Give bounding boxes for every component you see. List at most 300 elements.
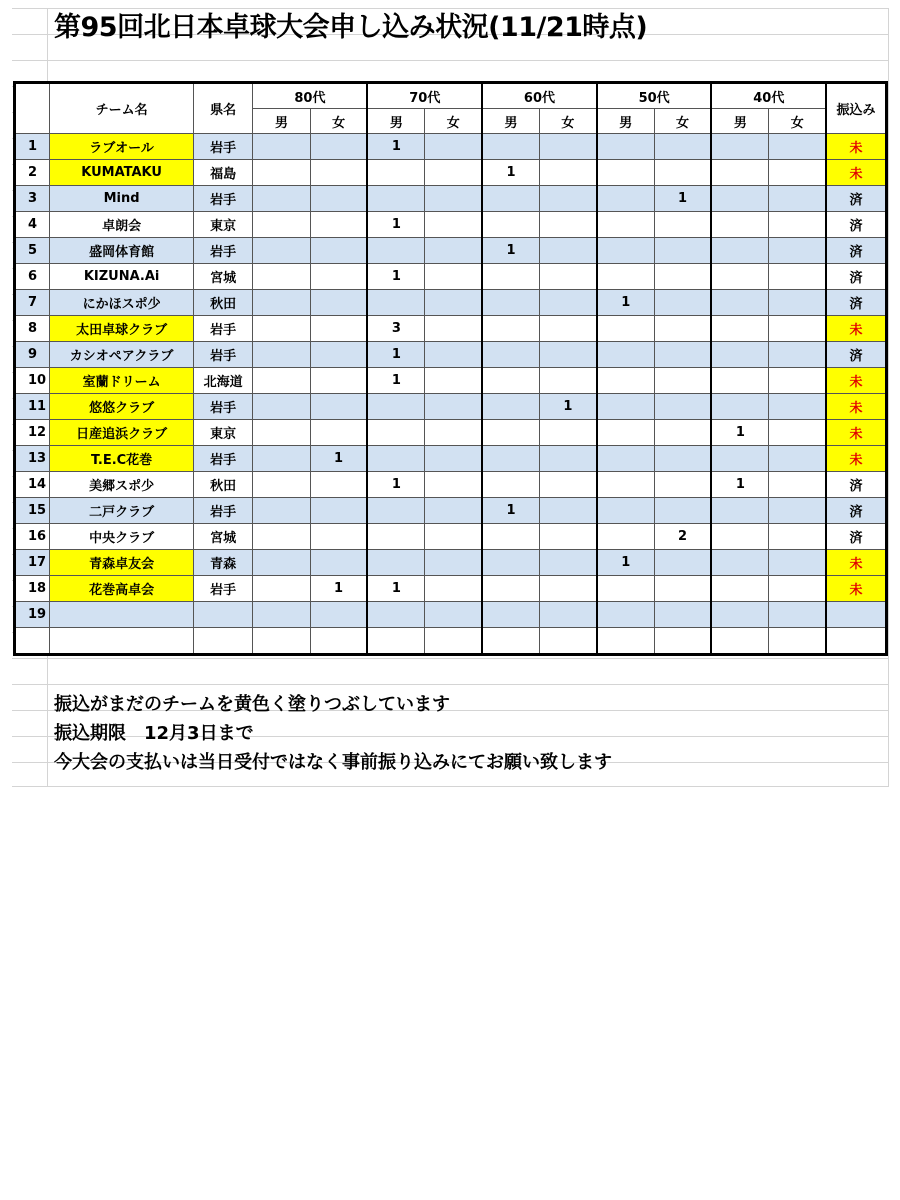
entry-count: 1 xyxy=(654,186,711,212)
entry-count xyxy=(769,628,826,655)
entry-count xyxy=(310,316,367,342)
entry-count xyxy=(310,368,367,394)
entry-count xyxy=(310,602,367,628)
entry-count xyxy=(482,186,539,212)
team-name: 青森卓友会 xyxy=(50,550,194,576)
entry-count: 3 xyxy=(367,316,424,342)
header-male: 男 xyxy=(711,109,768,134)
team-name: 室蘭ドリーム xyxy=(50,368,194,394)
team-name: 卓朗会 xyxy=(50,212,194,238)
entry-count xyxy=(654,264,711,290)
prefecture: 岩手 xyxy=(194,316,253,342)
row-number: 18 xyxy=(15,576,50,602)
header-age-60: 60代 xyxy=(482,83,597,109)
header-male: 男 xyxy=(597,109,654,134)
table-row xyxy=(15,602,887,628)
entry-count: 1 xyxy=(539,394,596,420)
entry-count xyxy=(539,446,596,472)
entry-count xyxy=(769,420,826,446)
entry-count xyxy=(769,342,826,368)
row-number: 12 xyxy=(15,420,50,446)
entry-count xyxy=(367,394,424,420)
entry-count xyxy=(711,342,768,368)
entry-count xyxy=(597,602,654,628)
table-row xyxy=(15,498,887,524)
entry-count: 1 xyxy=(367,134,424,160)
entry-count xyxy=(711,602,768,628)
header-age-80: 80代 xyxy=(253,83,368,109)
entry-count xyxy=(425,238,482,264)
entry-count xyxy=(654,420,711,446)
entry-count: 1 xyxy=(310,576,367,602)
entry-count xyxy=(367,186,424,212)
entry-count: 1 xyxy=(482,238,539,264)
entry-count xyxy=(253,394,310,420)
entry-count xyxy=(769,212,826,238)
team-name: 二戸クラブ xyxy=(50,498,194,524)
page-title: 第95回北日本卓球大会申し込み状況(11/21時点) xyxy=(54,12,648,43)
entry-count xyxy=(711,134,768,160)
entry-count xyxy=(597,498,654,524)
row-number: 9 xyxy=(15,342,50,368)
entry-count xyxy=(769,316,826,342)
entry-count xyxy=(769,550,826,576)
entry-count xyxy=(597,238,654,264)
entry-count xyxy=(425,602,482,628)
note-unpaid-highlight: 振込がまだのチームを黄色く塗りつぶしています xyxy=(54,694,450,715)
entry-count xyxy=(482,550,539,576)
team-name: 美郷スポ少 xyxy=(50,472,194,498)
team-name: T.E.C花巻 xyxy=(50,446,194,472)
entry-count xyxy=(597,134,654,160)
header-female: 女 xyxy=(539,109,596,134)
note-deadline: 振込期限 12月3日まで xyxy=(54,723,254,744)
table-row xyxy=(15,368,887,394)
entry-count xyxy=(482,394,539,420)
entry-count xyxy=(597,264,654,290)
entry-count xyxy=(654,576,711,602)
entry-count xyxy=(597,446,654,472)
payment-status: 済 xyxy=(826,186,886,212)
entry-count xyxy=(711,186,768,212)
prefecture: 岩手 xyxy=(194,498,253,524)
table-row xyxy=(15,238,887,264)
entry-count xyxy=(310,628,367,655)
entry-count xyxy=(769,264,826,290)
entry-count xyxy=(597,316,654,342)
payment-status: 済 xyxy=(826,264,886,290)
entry-count xyxy=(253,420,310,446)
table-row xyxy=(15,134,887,160)
payment-status: 未 xyxy=(826,368,886,394)
entry-count: 1 xyxy=(482,160,539,186)
entry-count xyxy=(769,368,826,394)
payment-status xyxy=(826,628,886,655)
entry-count xyxy=(654,134,711,160)
table-row xyxy=(15,550,887,576)
entry-count xyxy=(654,602,711,628)
payment-status: 済 xyxy=(826,238,886,264)
header-male: 男 xyxy=(253,109,310,134)
entry-count xyxy=(769,472,826,498)
entry-count xyxy=(539,524,596,550)
entry-count xyxy=(769,394,826,420)
entry-count xyxy=(482,420,539,446)
entry-count xyxy=(597,212,654,238)
entry-count xyxy=(482,576,539,602)
entry-count xyxy=(711,550,768,576)
entry-count xyxy=(711,524,768,550)
entry-count: 1 xyxy=(310,446,367,472)
entry-count xyxy=(425,446,482,472)
entry-count xyxy=(769,524,826,550)
table-row xyxy=(15,160,887,186)
entry-count xyxy=(425,524,482,550)
entry-count xyxy=(597,420,654,446)
entry-count xyxy=(482,264,539,290)
payment-status: 済 xyxy=(826,524,886,550)
header-age-40: 40代 xyxy=(711,83,826,109)
entry-count: 1 xyxy=(367,342,424,368)
entry-count xyxy=(654,212,711,238)
row-number: 14 xyxy=(15,472,50,498)
prefecture: 宮城 xyxy=(194,264,253,290)
payment-status: 未 xyxy=(826,446,886,472)
entry-count xyxy=(539,498,596,524)
entry-count xyxy=(539,212,596,238)
prefecture: 岩手 xyxy=(194,186,253,212)
entry-count xyxy=(539,368,596,394)
entry-count xyxy=(253,186,310,212)
entry-count xyxy=(539,238,596,264)
payment-status: 未 xyxy=(826,550,886,576)
entry-count xyxy=(539,420,596,446)
entry-count xyxy=(654,368,711,394)
entry-count xyxy=(425,498,482,524)
prefecture: 福島 xyxy=(194,160,253,186)
payment-status: 済 xyxy=(826,290,886,316)
entry-count xyxy=(769,186,826,212)
entry-count xyxy=(425,576,482,602)
row-number: 17 xyxy=(15,550,50,576)
entry-count: 1 xyxy=(711,472,768,498)
prefecture: 宮城 xyxy=(194,524,253,550)
entry-count xyxy=(367,238,424,264)
entry-count xyxy=(425,342,482,368)
entry-count xyxy=(253,524,310,550)
header-prefecture: 県名 xyxy=(194,83,253,134)
entry-count xyxy=(539,550,596,576)
entry-count xyxy=(310,160,367,186)
entry-count xyxy=(482,602,539,628)
header-age-70: 70代 xyxy=(367,83,482,109)
row-number: 2 xyxy=(15,160,50,186)
entry-count xyxy=(711,212,768,238)
payment-status: 済 xyxy=(826,342,886,368)
entry-count xyxy=(769,446,826,472)
header-male: 男 xyxy=(367,109,424,134)
payment-status: 未 xyxy=(826,576,886,602)
entry-count xyxy=(482,446,539,472)
entry-count: 2 xyxy=(654,524,711,550)
entry-count xyxy=(367,628,424,655)
entry-count xyxy=(425,420,482,446)
entry-count xyxy=(654,550,711,576)
entry-count xyxy=(769,238,826,264)
payment-status: 未 xyxy=(826,160,886,186)
prefecture: 岩手 xyxy=(194,238,253,264)
entry-count xyxy=(425,212,482,238)
payment-status: 済 xyxy=(826,212,886,238)
entry-count xyxy=(253,134,310,160)
team-name: KUMATAKU xyxy=(50,160,194,186)
entry-count xyxy=(769,134,826,160)
entry-count xyxy=(425,628,482,655)
team-name: 盛岡体育館 xyxy=(50,238,194,264)
entry-count xyxy=(253,472,310,498)
table-row xyxy=(15,290,887,316)
prefecture: 岩手 xyxy=(194,134,253,160)
prefecture: 岩手 xyxy=(194,446,253,472)
entry-count xyxy=(539,264,596,290)
prefecture: 秋田 xyxy=(194,472,253,498)
entry-count xyxy=(482,134,539,160)
team-name: 花巻高卓会 xyxy=(50,576,194,602)
row-number: 13 xyxy=(15,446,50,472)
prefecture: 青森 xyxy=(194,550,253,576)
entry-count xyxy=(310,472,367,498)
entry-count: 1 xyxy=(367,368,424,394)
entry-count xyxy=(367,498,424,524)
entry-count xyxy=(539,342,596,368)
entry-count xyxy=(711,576,768,602)
entry-count xyxy=(654,342,711,368)
entry-count xyxy=(482,524,539,550)
entry-count xyxy=(769,160,826,186)
entry-count xyxy=(539,290,596,316)
entry-count xyxy=(597,576,654,602)
entry-count xyxy=(711,160,768,186)
prefecture: 秋田 xyxy=(194,290,253,316)
entry-count xyxy=(253,446,310,472)
prefecture: 岩手 xyxy=(194,576,253,602)
entry-count: 1 xyxy=(367,212,424,238)
prefecture xyxy=(194,628,253,655)
payment-status: 未 xyxy=(826,420,886,446)
entry-count xyxy=(711,316,768,342)
entry-count xyxy=(310,342,367,368)
table-row xyxy=(15,316,887,342)
table-row xyxy=(15,264,887,290)
table-row xyxy=(15,576,887,602)
entry-count xyxy=(539,316,596,342)
table-body xyxy=(15,134,887,655)
entry-count xyxy=(253,264,310,290)
entry-count xyxy=(711,238,768,264)
row-number: 15 xyxy=(15,498,50,524)
entry-count xyxy=(310,524,367,550)
entry-count xyxy=(253,212,310,238)
entry-count xyxy=(482,212,539,238)
entry-count xyxy=(367,550,424,576)
entry-count xyxy=(310,134,367,160)
row-number xyxy=(15,628,50,655)
entry-count xyxy=(597,368,654,394)
prefecture: 岩手 xyxy=(194,394,253,420)
entry-count xyxy=(597,472,654,498)
table-row xyxy=(15,420,887,446)
prefecture: 岩手 xyxy=(194,342,253,368)
entry-count xyxy=(597,186,654,212)
header-male: 男 xyxy=(482,109,539,134)
payment-status: 済 xyxy=(826,472,886,498)
entry-count xyxy=(253,628,310,655)
entry-count xyxy=(253,238,310,264)
table-row xyxy=(15,524,887,550)
entry-count xyxy=(711,264,768,290)
entry-count xyxy=(253,342,310,368)
entry-count xyxy=(253,498,310,524)
entry-count xyxy=(711,446,768,472)
entry-count xyxy=(425,290,482,316)
entry-count xyxy=(711,498,768,524)
entry-count xyxy=(253,316,310,342)
registration-table xyxy=(13,81,888,656)
entry-count xyxy=(310,420,367,446)
entry-count xyxy=(654,472,711,498)
entry-count xyxy=(310,498,367,524)
row-number: 1 xyxy=(15,134,50,160)
team-name: カシオペアクラブ xyxy=(50,342,194,368)
payment-status: 済 xyxy=(826,498,886,524)
team-name: 悠悠クラブ xyxy=(50,394,194,420)
entry-count xyxy=(310,212,367,238)
entry-count xyxy=(769,602,826,628)
entry-count xyxy=(253,576,310,602)
entry-count xyxy=(539,628,596,655)
entry-count xyxy=(482,472,539,498)
entry-count xyxy=(654,160,711,186)
entry-count xyxy=(425,368,482,394)
entry-count xyxy=(597,394,654,420)
entry-count xyxy=(482,368,539,394)
row-number: 19 xyxy=(15,602,50,628)
entry-count xyxy=(597,160,654,186)
entry-count xyxy=(597,524,654,550)
entry-count xyxy=(310,394,367,420)
entry-count xyxy=(711,394,768,420)
header-female: 女 xyxy=(425,109,482,134)
entry-count xyxy=(654,498,711,524)
entry-count xyxy=(253,602,310,628)
entry-count xyxy=(654,446,711,472)
payment-status: 未 xyxy=(826,134,886,160)
payment-status: 未 xyxy=(826,316,886,342)
row-number: 3 xyxy=(15,186,50,212)
entry-count: 1 xyxy=(367,264,424,290)
row-number: 16 xyxy=(15,524,50,550)
entry-count xyxy=(425,134,482,160)
header-team: チーム名 xyxy=(50,83,194,134)
entry-count xyxy=(711,628,768,655)
team-name: ラブオール xyxy=(50,134,194,160)
entry-count xyxy=(253,368,310,394)
entry-count xyxy=(654,394,711,420)
entry-count xyxy=(425,394,482,420)
entry-count xyxy=(367,420,424,446)
entry-count: 1 xyxy=(482,498,539,524)
header-female: 女 xyxy=(769,109,826,134)
header-female: 女 xyxy=(654,109,711,134)
entry-count xyxy=(253,550,310,576)
row-number: 7 xyxy=(15,290,50,316)
entry-count xyxy=(539,576,596,602)
entry-count xyxy=(425,186,482,212)
entry-count xyxy=(310,290,367,316)
entry-count xyxy=(539,134,596,160)
table-row xyxy=(15,394,887,420)
row-number: 6 xyxy=(15,264,50,290)
entry-count xyxy=(482,316,539,342)
header-number xyxy=(15,83,50,134)
header-age-50: 50代 xyxy=(597,83,712,109)
entry-count xyxy=(367,524,424,550)
entry-count xyxy=(539,602,596,628)
table-row xyxy=(15,186,887,212)
entry-count xyxy=(253,160,310,186)
entry-count xyxy=(482,342,539,368)
prefecture xyxy=(194,602,253,628)
entry-count: 1 xyxy=(367,472,424,498)
entry-count xyxy=(539,472,596,498)
team-name: 太田卓球クラブ xyxy=(50,316,194,342)
entry-count xyxy=(654,238,711,264)
team-name xyxy=(50,602,194,628)
entry-count xyxy=(711,368,768,394)
entry-count xyxy=(253,290,310,316)
entry-count xyxy=(482,628,539,655)
table-row xyxy=(15,212,887,238)
entry-count xyxy=(310,186,367,212)
entry-count xyxy=(539,186,596,212)
entry-count xyxy=(310,550,367,576)
entry-count xyxy=(367,290,424,316)
spacer-row xyxy=(12,60,888,81)
team-name: にかほスポ少 xyxy=(50,290,194,316)
entry-count xyxy=(769,290,826,316)
entry-count xyxy=(310,238,367,264)
prefecture: 東京 xyxy=(194,420,253,446)
entry-count xyxy=(310,264,367,290)
entry-count xyxy=(425,316,482,342)
team-name xyxy=(50,628,194,655)
row-number: 8 xyxy=(15,316,50,342)
row-number: 11 xyxy=(15,394,50,420)
row-number: 5 xyxy=(15,238,50,264)
entry-count xyxy=(539,160,596,186)
team-name: 中央クラブ xyxy=(50,524,194,550)
entry-count: 1 xyxy=(597,290,654,316)
entry-count xyxy=(482,290,539,316)
header-female: 女 xyxy=(310,109,367,134)
table-row xyxy=(15,342,887,368)
entry-count: 1 xyxy=(711,420,768,446)
entry-count xyxy=(367,446,424,472)
team-name: 日産追浜クラブ xyxy=(50,420,194,446)
prefecture: 東京 xyxy=(194,212,253,238)
entry-count xyxy=(367,160,424,186)
prefecture: 北海道 xyxy=(194,368,253,394)
